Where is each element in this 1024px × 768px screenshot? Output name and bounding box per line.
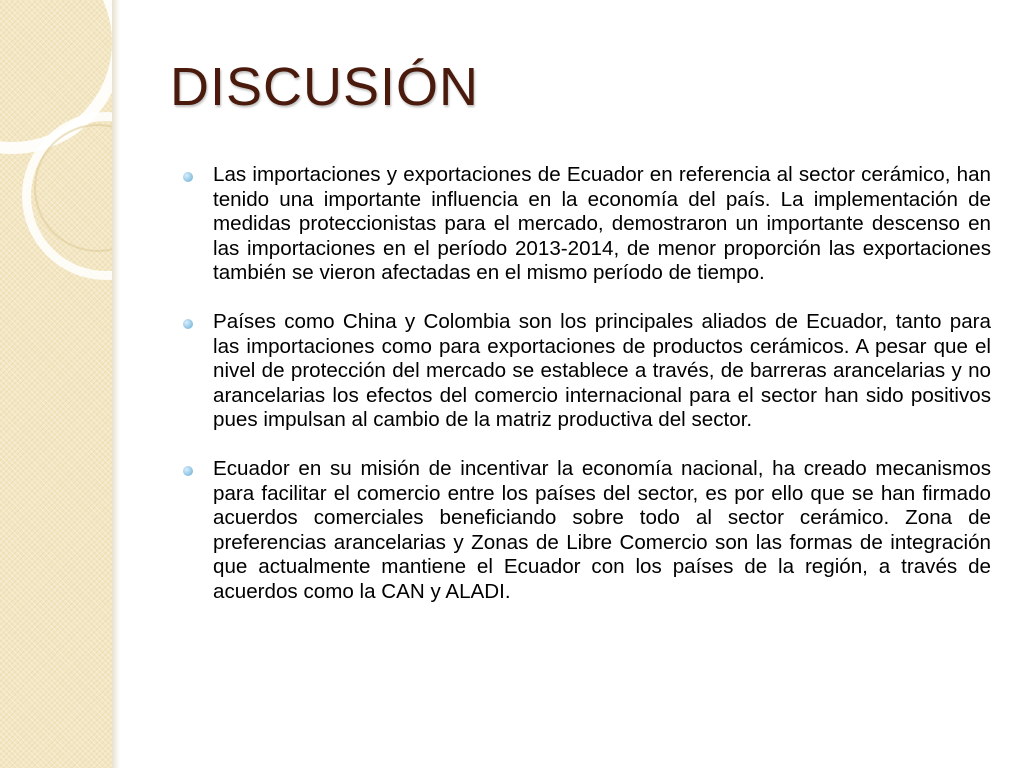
- bullet-text-3: Ecuador en su misión de incentivar la economía nacional, ha creado mecanismos para facilitar el comercio entre los países del sector, es por ello que se han firmado acuerdos comerciales beneficiando sobre todo al sector cerámico. Zona de preferencias arancelarias y Zonas de Libre Comercio son las formas de integración que actualmente mantiene el Ecuador con los países de la región, a través de acuerdos como la CAN y ALADI.: [213, 456, 991, 603]
- bullet-item-2: [180, 310, 991, 433]
- bullet-dot-icon: [183, 172, 193, 182]
- bullet-list: [180, 163, 991, 629]
- bullet-text-1: Las importaciones y exportaciones de Ecuador en referencia al sector cerámico, han tenido una importante influencia en la economía del país. La implementación de medidas proteccionistas para el mercado, demostraron un importante descenso en las importaciones en el período 2013-2014, de menor proporción las exportaciones también se vieron afectadas en el mismo período de tiempo.: [213, 163, 991, 285]
- decorative-side-band: [0, 0, 112, 768]
- band-edge-shadow: [112, 0, 120, 768]
- bullet-dot-icon: [183, 466, 193, 476]
- slide-title: DISCUSIÓN: [170, 57, 480, 117]
- bullet-dot-icon: [183, 319, 193, 329]
- bullet-item-1: [180, 163, 991, 286]
- bullet-text-2: Países como China y Colombia son los principales aliados de Ecuador, tanto para las importaciones como para exportaciones de productos cerámicos. A pesar que el nivel de protección del mercado se establece a través, de barreras arancelarias y no arancelarias los efectos del comercio internacional para el sector han sido positivos pues impulsan al cambio de la matriz productiva del sector.: [213, 309, 991, 432]
- bullet-item-3: [180, 457, 991, 605]
